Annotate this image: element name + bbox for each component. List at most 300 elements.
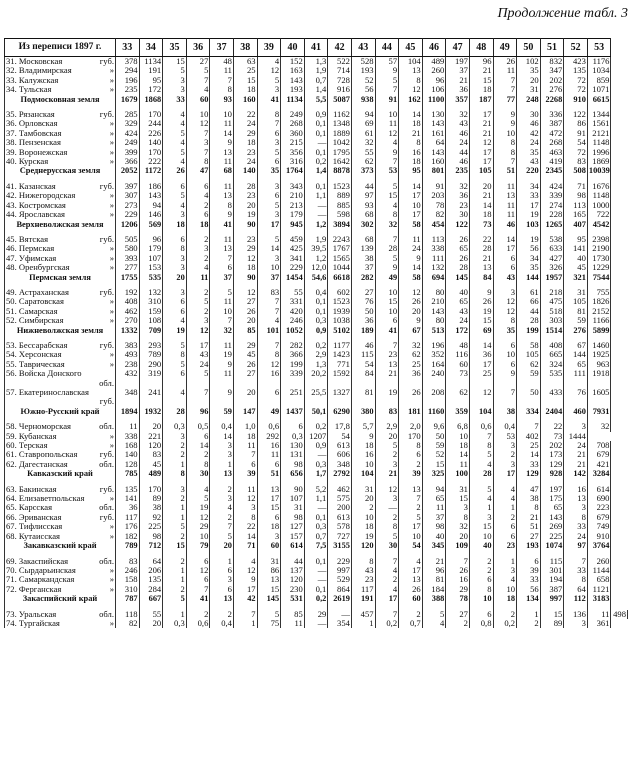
value-cell: 18	[399, 119, 423, 128]
value-cell: 301	[540, 566, 564, 575]
value-cell: 22	[469, 235, 493, 244]
value-cell: 0,1	[304, 119, 328, 128]
value-cell: 5	[163, 522, 187, 531]
value-cell: 189	[351, 326, 375, 335]
value-cell: 373	[351, 166, 375, 175]
value-cell	[281, 379, 305, 388]
value-cell: 319	[139, 369, 163, 378]
table-row	[5, 57, 628, 67]
value-cell: 98	[281, 513, 305, 522]
value-cell: 40	[422, 532, 446, 541]
value-cell: 9	[233, 575, 257, 584]
value-cell: 31	[351, 485, 375, 494]
value-cell: 2	[163, 532, 187, 541]
value-cell: 107	[139, 254, 163, 263]
value-cell: 120	[139, 441, 163, 450]
region-name: 58. Черноморская	[6, 422, 71, 432]
value-cell: 54	[564, 138, 588, 147]
value-cell: 71	[233, 541, 257, 550]
value-cell: 0,2	[375, 619, 399, 628]
value-cell: 18	[233, 432, 257, 441]
value-cell: 20	[163, 273, 187, 282]
value-cell: 62	[446, 388, 470, 397]
value-cell: 268	[540, 138, 564, 147]
value-cell: 1523	[328, 182, 352, 191]
value-cell: 460	[564, 407, 588, 416]
value-cell: 728	[328, 76, 352, 85]
value-cell: 6	[257, 460, 281, 469]
value-cell: 575	[328, 494, 352, 503]
value-cell: 62	[517, 360, 541, 369]
value-cell: 2619	[328, 594, 352, 603]
region-unit: »	[109, 494, 114, 504]
value-cell	[399, 379, 423, 388]
value-cell: 19	[517, 235, 541, 244]
value-cell: 192	[116, 288, 140, 297]
value-cell: 122	[564, 110, 588, 119]
table-row	[5, 288, 628, 297]
value-cell: 68	[210, 166, 234, 175]
value-cell: 105	[517, 350, 541, 359]
value-cell: 15	[469, 316, 493, 325]
region-name: 46. Пермская	[6, 244, 55, 254]
value-cell: 522	[328, 57, 352, 67]
value-cell: 91	[564, 129, 588, 138]
value-cell: —	[304, 138, 328, 147]
value-cell: 360	[281, 129, 305, 138]
value-cell: 57	[375, 57, 399, 67]
value-cell: 0,2	[304, 341, 328, 350]
value-cell: 12	[469, 388, 493, 397]
column-header: 40	[281, 39, 305, 57]
value-cell: 397	[116, 182, 140, 191]
region-name: 72. Ферганская	[6, 584, 62, 594]
value-cell: 97	[564, 541, 588, 550]
value-cell: 6	[163, 369, 187, 378]
value-cell	[517, 379, 541, 388]
value-cell: 27	[446, 610, 470, 619]
value-cell: 3	[210, 450, 234, 459]
value-cell: 21	[517, 513, 541, 522]
value-cell: 2	[469, 557, 493, 566]
value-cell: 23	[375, 350, 399, 359]
value-cell: 20	[351, 494, 375, 503]
value-cell: 37	[210, 273, 234, 282]
value-cell: 37	[257, 273, 281, 282]
value-cell: 667	[139, 594, 163, 603]
value-cell: 7	[469, 432, 493, 441]
region-unit: »	[109, 138, 114, 148]
value-cell: 15	[375, 297, 399, 306]
value-cell: 135	[116, 485, 140, 494]
value-cell: 10	[375, 288, 399, 297]
table-row	[5, 485, 628, 494]
value-cell: 580	[116, 244, 140, 253]
value-cell: 18	[163, 220, 187, 229]
value-cell: 1327	[328, 388, 352, 397]
value-cell: 31	[257, 557, 281, 566]
value-cell: 18	[186, 220, 210, 229]
region-name: 51. Самарская	[6, 306, 58, 316]
value-cell: 191	[351, 594, 375, 603]
value-cell: 229	[116, 210, 140, 219]
table-row	[5, 316, 628, 325]
value-cell: 29	[233, 244, 257, 253]
value-cell: —	[304, 201, 328, 210]
value-cell: —	[304, 503, 328, 512]
value-cell: 218	[540, 288, 564, 297]
region-name-cell	[5, 532, 116, 541]
value-cell: 9	[399, 316, 423, 325]
value-cell: 1894	[116, 407, 140, 416]
value-cell: 144	[564, 350, 588, 359]
value-cell: 69	[351, 119, 375, 128]
value-cell: 21	[375, 369, 399, 378]
region-name: 52. Симбирская	[6, 316, 64, 326]
value-cell: 84	[351, 369, 375, 378]
value-cell: 3	[493, 566, 517, 575]
value-cell: 46	[446, 129, 470, 138]
value-cell	[540, 397, 564, 406]
value-cell: 15	[163, 541, 187, 550]
value-cell: 0,4	[210, 422, 234, 431]
value-cell: 2	[375, 450, 399, 459]
value-cell: 4	[186, 485, 210, 494]
value-cell: 65	[446, 297, 470, 306]
value-cell: 54	[351, 360, 375, 369]
value-cell: 5	[186, 369, 210, 378]
value-cell: 0,1	[304, 297, 328, 306]
value-cell: 134	[517, 594, 541, 603]
value-cell: 1134	[139, 57, 163, 67]
value-cell: 20	[469, 182, 493, 191]
value-cell: 5	[186, 297, 210, 306]
value-cell: 29	[233, 341, 257, 350]
value-cell: 1592	[328, 369, 352, 378]
value-cell: 143	[139, 191, 163, 200]
value-cell: 408	[116, 297, 140, 306]
value-cell: 36	[469, 350, 493, 359]
value-cell: 12	[399, 85, 423, 94]
value-cell: 1918	[587, 369, 611, 378]
value-cell: 10	[210, 307, 234, 316]
value-cell: 23	[233, 148, 257, 157]
value-cell: 2404	[540, 407, 564, 416]
region-name: 61. Ставропольская	[6, 450, 78, 460]
value-cell: 17	[399, 566, 423, 575]
value-cell: 6	[469, 575, 493, 584]
value-cell: 679	[587, 513, 611, 522]
value-cell: 36	[351, 316, 375, 325]
value-cell: 10	[493, 350, 517, 359]
value-cell: 32	[446, 182, 470, 191]
value-cell: 4	[257, 316, 281, 325]
value-cell: 32	[446, 110, 470, 119]
value-cell: 6	[517, 557, 541, 566]
value-cell: 42	[517, 129, 541, 138]
value-cell: 3	[163, 432, 187, 441]
value-cell: 338	[116, 432, 140, 441]
value-cell: 269	[540, 522, 564, 531]
value-cell: 84	[469, 273, 493, 282]
value-cell: 54	[399, 541, 423, 550]
value-cell: 24	[517, 138, 541, 147]
value-cell: 89	[540, 619, 564, 628]
value-cell: 14	[399, 263, 423, 272]
value-cell: 194	[540, 575, 564, 584]
value-cell: 111	[422, 254, 446, 263]
value-cell: 26	[469, 297, 493, 306]
value-cell: 215	[281, 138, 305, 147]
value-cell: —	[375, 503, 399, 512]
value-cell: 10	[351, 513, 375, 522]
value-cell: 51	[257, 469, 281, 478]
value-cell: 34	[517, 254, 541, 263]
value-cell: 7	[233, 450, 257, 459]
value-cell: 96	[422, 76, 446, 85]
value-cell: 18	[493, 594, 517, 603]
value-cell: 3	[163, 288, 187, 297]
value-cell: 223	[587, 503, 611, 512]
value-cell: 17	[399, 210, 423, 219]
table-row	[5, 522, 628, 531]
value-cell: 18	[351, 441, 375, 450]
value-cell: 20	[233, 388, 257, 397]
value-cell: 361	[587, 619, 611, 628]
value-cell: —	[304, 619, 328, 628]
value-cell: 2	[186, 288, 210, 297]
value-cell: 59	[422, 441, 446, 450]
value-cell: 1071	[587, 85, 611, 94]
value-cell: 13	[399, 575, 423, 584]
value-cell: 749	[587, 522, 611, 531]
value-cell: 23	[493, 541, 517, 550]
value-cell: 60	[186, 95, 210, 104]
region-name: 47. Уфимская	[6, 253, 57, 263]
value-cell: 208	[422, 388, 446, 397]
value-cell: 30	[186, 469, 210, 478]
value-cell: 1730	[587, 254, 611, 263]
value-cell: 0,3	[304, 522, 328, 531]
value-cell: 20	[233, 201, 257, 210]
value-cell: 26	[446, 566, 470, 575]
value-cell: 2	[186, 610, 210, 619]
value-cell: 81	[351, 388, 375, 397]
value-cell: 6	[210, 585, 234, 594]
value-cell: 8	[210, 85, 234, 94]
value-cell: 6	[257, 157, 281, 166]
value-cell: 459	[281, 235, 305, 244]
value-cell: 4	[469, 460, 493, 469]
value-cell: 424	[116, 129, 140, 138]
value-cell	[210, 379, 234, 388]
value-cell: 28	[446, 263, 470, 272]
value-cell	[564, 397, 588, 406]
value-cell: 0,2	[304, 594, 328, 603]
value-cell: 4	[493, 575, 517, 584]
value-cell: 14	[210, 432, 234, 441]
region-unit: »	[109, 565, 114, 575]
value-cell: 59	[210, 407, 234, 416]
value-cell: 21	[422, 557, 446, 566]
value-cell: 3	[163, 85, 187, 94]
value-cell: 11	[399, 235, 423, 244]
value-cell: 1	[163, 460, 187, 469]
value-cell: 31	[281, 503, 305, 512]
value-cell: 71	[564, 182, 588, 191]
value-cell: 7	[257, 297, 281, 306]
value-cell	[422, 397, 446, 406]
value-cell: —	[328, 610, 352, 619]
value-cell: 34	[517, 182, 541, 191]
value-cell: 46	[517, 119, 541, 128]
table-row	[5, 494, 628, 503]
value-cell: 1166	[587, 316, 611, 325]
value-cell: 33	[163, 95, 187, 104]
value-cell	[116, 397, 140, 406]
value-cell: 3	[375, 460, 399, 469]
value-cell: 1177	[328, 341, 352, 350]
value-cell	[257, 397, 281, 406]
value-cell: 2243	[328, 235, 352, 244]
value-cell: 1869	[587, 157, 611, 166]
value-cell: 0,3	[163, 619, 187, 628]
value-cell: 128	[116, 460, 140, 469]
value-cell: 6	[163, 182, 187, 191]
value-cell: 1,2	[304, 220, 328, 229]
value-cell: 82	[116, 619, 140, 628]
value-cell: 1514	[540, 326, 564, 335]
value-cell: 27	[233, 369, 257, 378]
region-total-row	[5, 469, 628, 478]
value-cell: 6615	[587, 95, 611, 104]
value-cell: 9	[375, 66, 399, 75]
value-cell: 120	[351, 541, 375, 550]
value-cell: 30	[517, 110, 541, 119]
value-cell: 197	[540, 485, 564, 494]
value-cell: 8	[257, 110, 281, 119]
value-cell: 9	[399, 254, 423, 263]
value-cell: 5	[163, 66, 187, 75]
value-cell: 472	[540, 129, 564, 138]
value-cell: 9	[210, 210, 234, 219]
value-cell: 277	[116, 263, 140, 272]
value-cell: 12	[493, 297, 517, 306]
value-cell: 95	[139, 76, 163, 85]
region-name-cell	[5, 182, 116, 191]
value-cell: 276	[564, 326, 588, 335]
value-cell: 997	[540, 594, 564, 603]
value-cell: 5	[186, 494, 210, 503]
value-cell: 2,9	[375, 422, 399, 431]
value-cell: 7	[375, 157, 399, 166]
value-cell: 463	[540, 148, 564, 157]
value-cell: 6	[210, 263, 234, 272]
value-cell: —	[304, 210, 328, 219]
value-cell: 2792	[328, 469, 352, 478]
value-cell: 3284	[587, 469, 611, 478]
value-cell: 73	[540, 432, 564, 441]
value-cell: 153	[139, 263, 163, 272]
value-cell: 3	[257, 138, 281, 147]
value-cell: 35	[517, 66, 541, 75]
value-cell: 0,9	[304, 110, 328, 119]
value-cell: 6	[257, 513, 281, 522]
value-cell: 0,6	[186, 619, 210, 628]
value-cell: 0,4	[210, 619, 234, 628]
value-cell: 357	[446, 95, 470, 104]
value-cell: 2398	[587, 235, 611, 244]
value-cell: 17	[186, 341, 210, 350]
value-cell: 1332	[116, 326, 140, 335]
value-cell: 11	[233, 485, 257, 494]
value-cell: 60	[257, 541, 281, 550]
value-cell: 9	[375, 148, 399, 157]
region-total-row	[5, 220, 628, 229]
value-cell: 423	[564, 57, 588, 67]
value-cell: 36	[446, 85, 470, 94]
value-cell: 44	[517, 307, 541, 316]
value-cell: 77	[493, 95, 517, 104]
value-cell	[328, 379, 352, 388]
value-cell: 2	[186, 201, 210, 210]
value-cell: 10	[375, 307, 399, 316]
value-cell: 72	[564, 76, 588, 85]
region-total-row	[5, 166, 628, 175]
region-name-cell	[5, 138, 116, 147]
value-cell: 9	[210, 360, 234, 369]
value-cell: 1206	[116, 220, 140, 229]
value-cell: 1121	[587, 585, 611, 594]
value-cell: 8	[257, 350, 281, 359]
value-cell: 26	[446, 235, 470, 244]
value-cell: 16	[446, 575, 470, 584]
value-cell: 3	[375, 494, 399, 503]
value-cell: 336	[540, 110, 564, 119]
value-cell: 1038	[328, 316, 352, 325]
value-cell: 21	[446, 76, 470, 85]
value-cell: 115	[351, 350, 375, 359]
value-cell: 1,7	[304, 469, 328, 478]
region-name: 33. Калужская	[6, 75, 59, 85]
table-row	[5, 254, 628, 263]
value-cell: 22	[540, 422, 564, 431]
value-cell: 24	[233, 119, 257, 128]
value-cell: 111	[564, 369, 588, 378]
value-cell: 12	[257, 360, 281, 369]
region-name: 56. Войска Донского	[6, 369, 82, 379]
value-cell: 789	[116, 541, 140, 550]
value-cell: 1	[469, 503, 493, 512]
column-header: 39	[257, 39, 281, 57]
value-cell: 2	[469, 566, 493, 575]
value-cell: 1826	[587, 297, 611, 306]
value-cell: 1148	[587, 191, 611, 200]
region-name-cell	[5, 610, 116, 619]
value-cell: 2	[210, 485, 234, 494]
value-cell: 144	[517, 273, 541, 282]
value-cell: 885	[328, 201, 352, 210]
value-cell: 100	[446, 469, 470, 478]
value-cell: 345	[422, 541, 446, 550]
value-cell: 2	[517, 619, 541, 628]
value-cell: 5	[375, 76, 399, 85]
value-cell: 13	[375, 360, 399, 369]
value-cell: 4	[186, 191, 210, 200]
value-cell: 143	[540, 513, 564, 522]
value-cell: 10	[399, 201, 423, 210]
value-cell: 235	[116, 85, 140, 94]
